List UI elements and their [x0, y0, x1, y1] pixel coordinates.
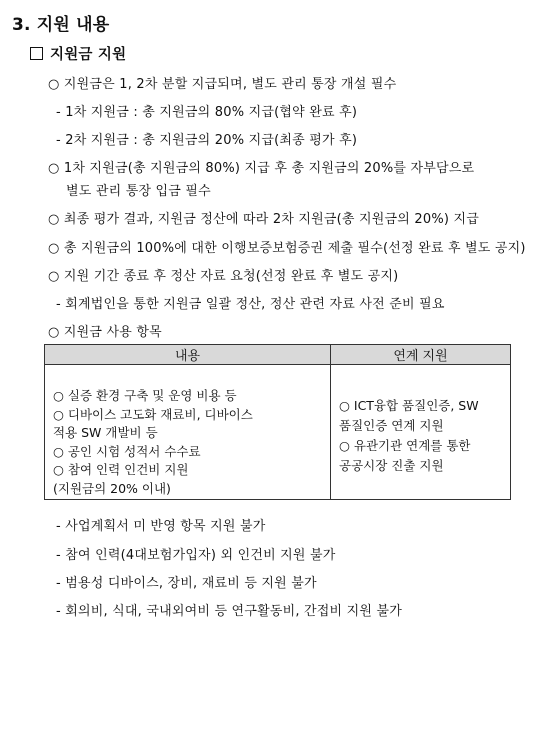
linked-support-item: ○ ICT융합 품질인증, SW [339, 398, 479, 413]
content-item: ○ 디바이스 고도화 재료비, 디바이스 [53, 406, 253, 422]
sub-first-payment: - 1차 지원금 : 총 지원금의 80% 지급(협약 완료 후) [56, 105, 358, 120]
checkbox-square-icon [30, 47, 43, 60]
linked-support-item: 공공시장 진출 지원 [339, 458, 444, 473]
sub-accounting-firm: - 회계법인을 통한 지원금 일괄 정산, 정산 관련 자료 사전 준비 필요 [56, 297, 445, 312]
note-unplanned-items: - 사업계획서 미 반영 항목 지원 불가 [56, 519, 266, 534]
bullet-final-evaluation: ○ 최종 평가 결과, 지원금 정산에 따라 2차 지원금(총 지원금의 20%) 지급 [48, 212, 479, 227]
subsection-heading [30, 43, 126, 64]
bullet-usage-items: ○ 지원금 사용 항목 [48, 325, 162, 340]
content-item: (지원금의 20% 이내) [53, 480, 171, 496]
bullet-installment: ○ 지원금은 1, 2차 분할 지급되며, 별도 관리 통장 개설 필수 [48, 77, 397, 92]
note-personnel-cost: - 참여 인력(4대보험가입자) 외 인건비 지원 불가 [56, 548, 336, 563]
bullet-guarantee-insurance: ○ 총 지원금의 100%에 대한 이행보증보험증권 제출 필수(선정 완료 후 별도 공지) [48, 241, 526, 256]
bullet-self-payment: ○ 1차 지원금(총 지원금의 80%) 지급 후 총 지원금의 20%를 자부담으로 [48, 161, 475, 176]
sub-second-payment: - 2차 지원금 : 총 지원금의 20% 지급(최종 평가 후) [56, 133, 358, 148]
note-research-activity: - 회의비, 식대, 국내외여비 등 연구활동비, 간접비 지원 불가 [56, 604, 402, 619]
bullet-self-payment-cont: 별도 관리 통장 입금 필수 [66, 184, 211, 199]
table-row [45, 365, 511, 500]
content-item: ○ 공인 시험 성적서 수수료 [53, 443, 201, 459]
table-header-row [45, 345, 511, 365]
table-cell-linked-support [331, 365, 511, 500]
support-items-table [44, 344, 511, 500]
table-cell-content [45, 365, 331, 500]
subsection-title: 지원금 지원 [50, 47, 127, 63]
section-title: 3. 지원 내용 [12, 15, 110, 35]
bullet-settlement-request: ○ 지원 기간 종료 후 정산 자료 요청(선정 완료 후 별도 공지) [48, 269, 399, 284]
table-header-linked-support: 연계 지원 [331, 345, 511, 365]
table-header-content: 내용 [45, 345, 331, 365]
content-item: ○ 참여 인력 인건비 지원 [53, 462, 189, 478]
content-item: ○ 실증 환경 구축 및 운영 비용 등 [53, 388, 237, 403]
linked-support-item: 품질인증 연계 지원 [339, 418, 444, 433]
content-item: 적용 SW 개발비 등 [53, 425, 158, 441]
linked-support-item: ○ 유관기관 연계를 통한 [339, 438, 471, 453]
note-general-devices: - 범용성 디바이스, 장비, 재료비 등 지원 불가 [56, 576, 317, 591]
